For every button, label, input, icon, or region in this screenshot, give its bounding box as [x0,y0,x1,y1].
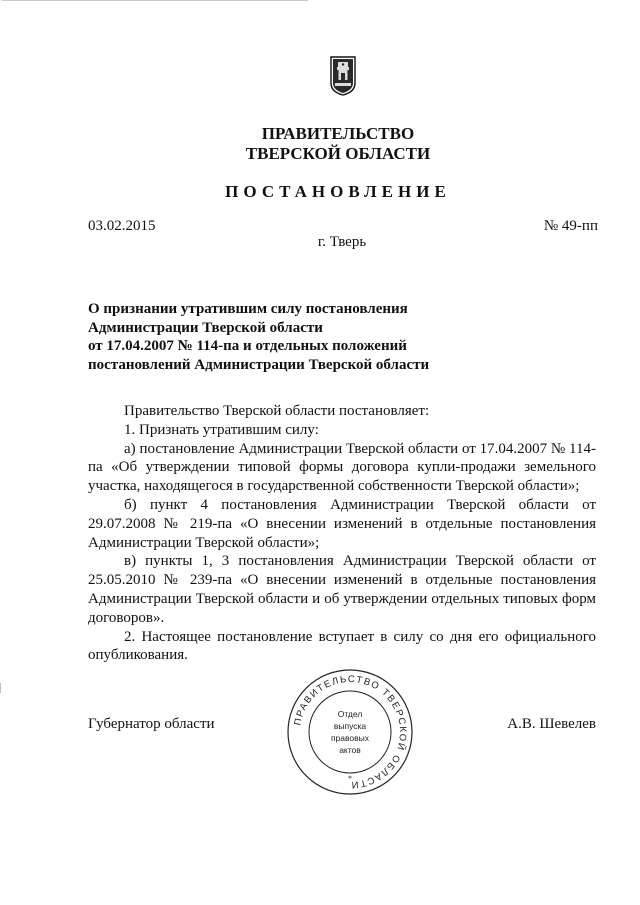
top-border-line [2,0,308,1]
document-type-title: ПОСТАНОВЛЕНИЕ [225,182,451,201]
stamp-center-line: Отдел [337,709,363,719]
body-paragraph: б) пункт 4 постановления Администрации Тверской области от 29.07.2008 № 219-па «О внесении изменений в отдельные постановления Администрации Тверской области»; [88,496,596,551]
government-title-line2: ТВЕРСКОЙ ОБЛАСТИ [245,144,431,163]
heading-line: постановлений Администрации Тверской области [88,356,430,373]
signatory-name: А.В. Шевелев [507,716,596,732]
body-paragraph: в) пункты 1, 3 постановления Администрации Тверской области от 25.05.2010 № 239-па «О внесении изменений в отдельные постановления Администрации Тверской области и об утверждении отдельных типовых форм договоров». [88,553,596,626]
heading-line: Администрации Тверской области [88,319,323,336]
document-number: № 49-пп [543,218,598,234]
signatory-position: Губернатор области [88,716,215,732]
document-heading [88,300,508,374]
margin-mark [0,683,1,693]
stamp-star-icon: * [348,774,352,783]
stamp-center-line: правовых [330,733,370,743]
government-title-line1: ПРАВИТЕЛЬСТВО [261,124,415,143]
heading-line: О признании утратившим силу постановления [88,301,408,317]
body-paragraph: Правительство Тверской области постановляет: [124,403,430,419]
document-city: г. Тверь [317,234,367,250]
stamp-ring-text: ПРАВИТЕЛЬСТВО ТВЕРСКОЙ ОБЛАСТИ [292,673,409,791]
coat-of-arms-icon [330,56,356,96]
stamp-center-line: выпуска [333,721,367,731]
document-body [88,402,596,665]
heading-line: от 17.04.2007 № 114-па и отдельных положений [88,338,407,354]
document-date: 03.02.2015 [88,218,156,234]
body-paragraph: 2. Настоящее постановление вступает в силу со дня его официального опубликования. [88,628,596,664]
body-paragraph: а) постановление Администрации Тверской области от 17.04.2007 № 114-па «Об утверждении типовой формы договора купли-продажи земельного участка, находящегося в государственной собственности Тверской области»; [88,440,596,495]
body-paragraph: 1. Признать утратившим силу: [124,421,319,438]
official-stamp [285,667,415,797]
stamp-center-line: актов [339,745,361,755]
